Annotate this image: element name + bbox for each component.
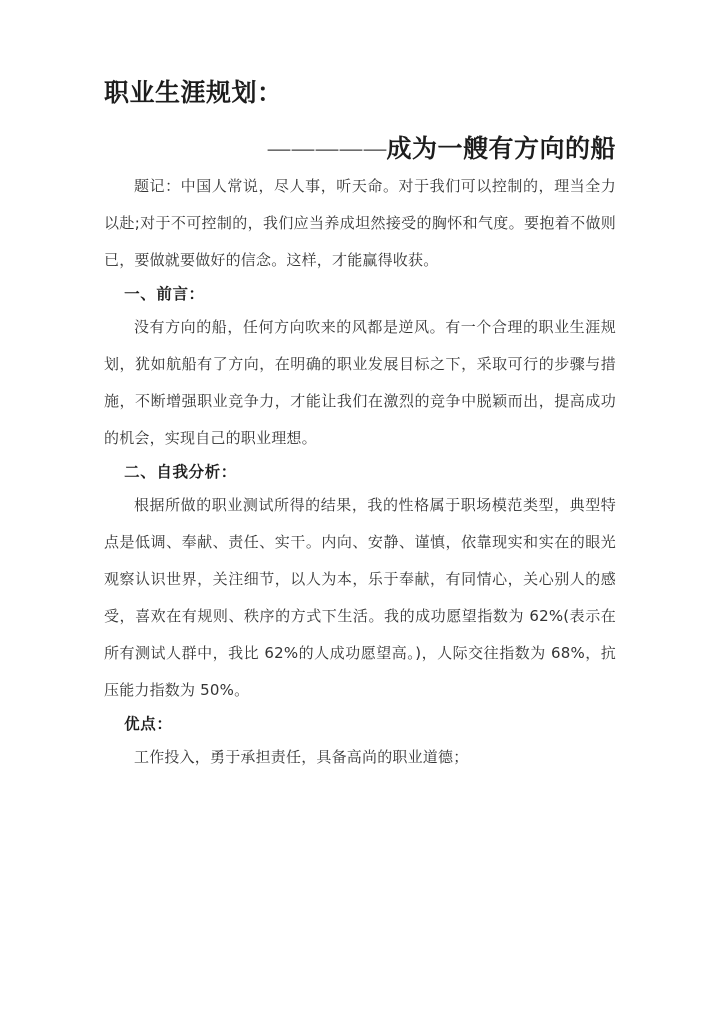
subtitle-dash-rule: ————— xyxy=(266,134,387,163)
section-paragraph-preface: 没有方向的船，任何方向吹来的风都是逆风。有一个合理的职业生涯规划，犹如航船有了方向，在明确的职业发展目标之下，采取可行的步骤与措施，不断增强职业竞争力，才能让我们在激烈的竞争中脱颖而出，提高成功的机会，实现自己的职业理想。 xyxy=(104,318,616,447)
section-heading-preface: 一、前言： xyxy=(124,285,205,303)
subtitle-text: 成为一艘有方向的船 xyxy=(386,134,616,163)
subsection-heading-strengths: 优点： xyxy=(124,715,173,733)
document-content xyxy=(104,74,616,776)
document-subtitle xyxy=(104,130,616,168)
epigraph-paragraph: 题记：中国人常说，尽人事，听天命。对于我们可以控制的，理当全力以赴;对于不可控制的，我们应当养成坦然接受的胸怀和气度。要抱着不做则已，要做就要做好的信念。这样，才能赢得收获。 xyxy=(104,177,616,269)
subsection-paragraph-strengths: 工作投入，勇于承担责任，具备高尚的职业道德； xyxy=(134,748,469,766)
document-title: 职业生涯规划： xyxy=(104,78,283,107)
section-heading-self-analysis: 二、自我分析： xyxy=(124,463,237,481)
section-paragraph-self-analysis: 根据所做的职业测试所得的结果，我的性格属于职场模范类型，典型特点是低调、奉献、责任、实干。内向、安静、谨慎，依靠现实和实在的眼光观察认识世界，关注细节，以人为本，乐于奉献，有同情心，关心别人的感受，喜欢在有规则、秩序的方式下生活。我的成功愿望指数为 62%(表示在所有测试人群中，我比 62%的人成功愿望高。)，人际交往指数为 68%，抗压能力指数为 50%。 xyxy=(104,496,616,699)
